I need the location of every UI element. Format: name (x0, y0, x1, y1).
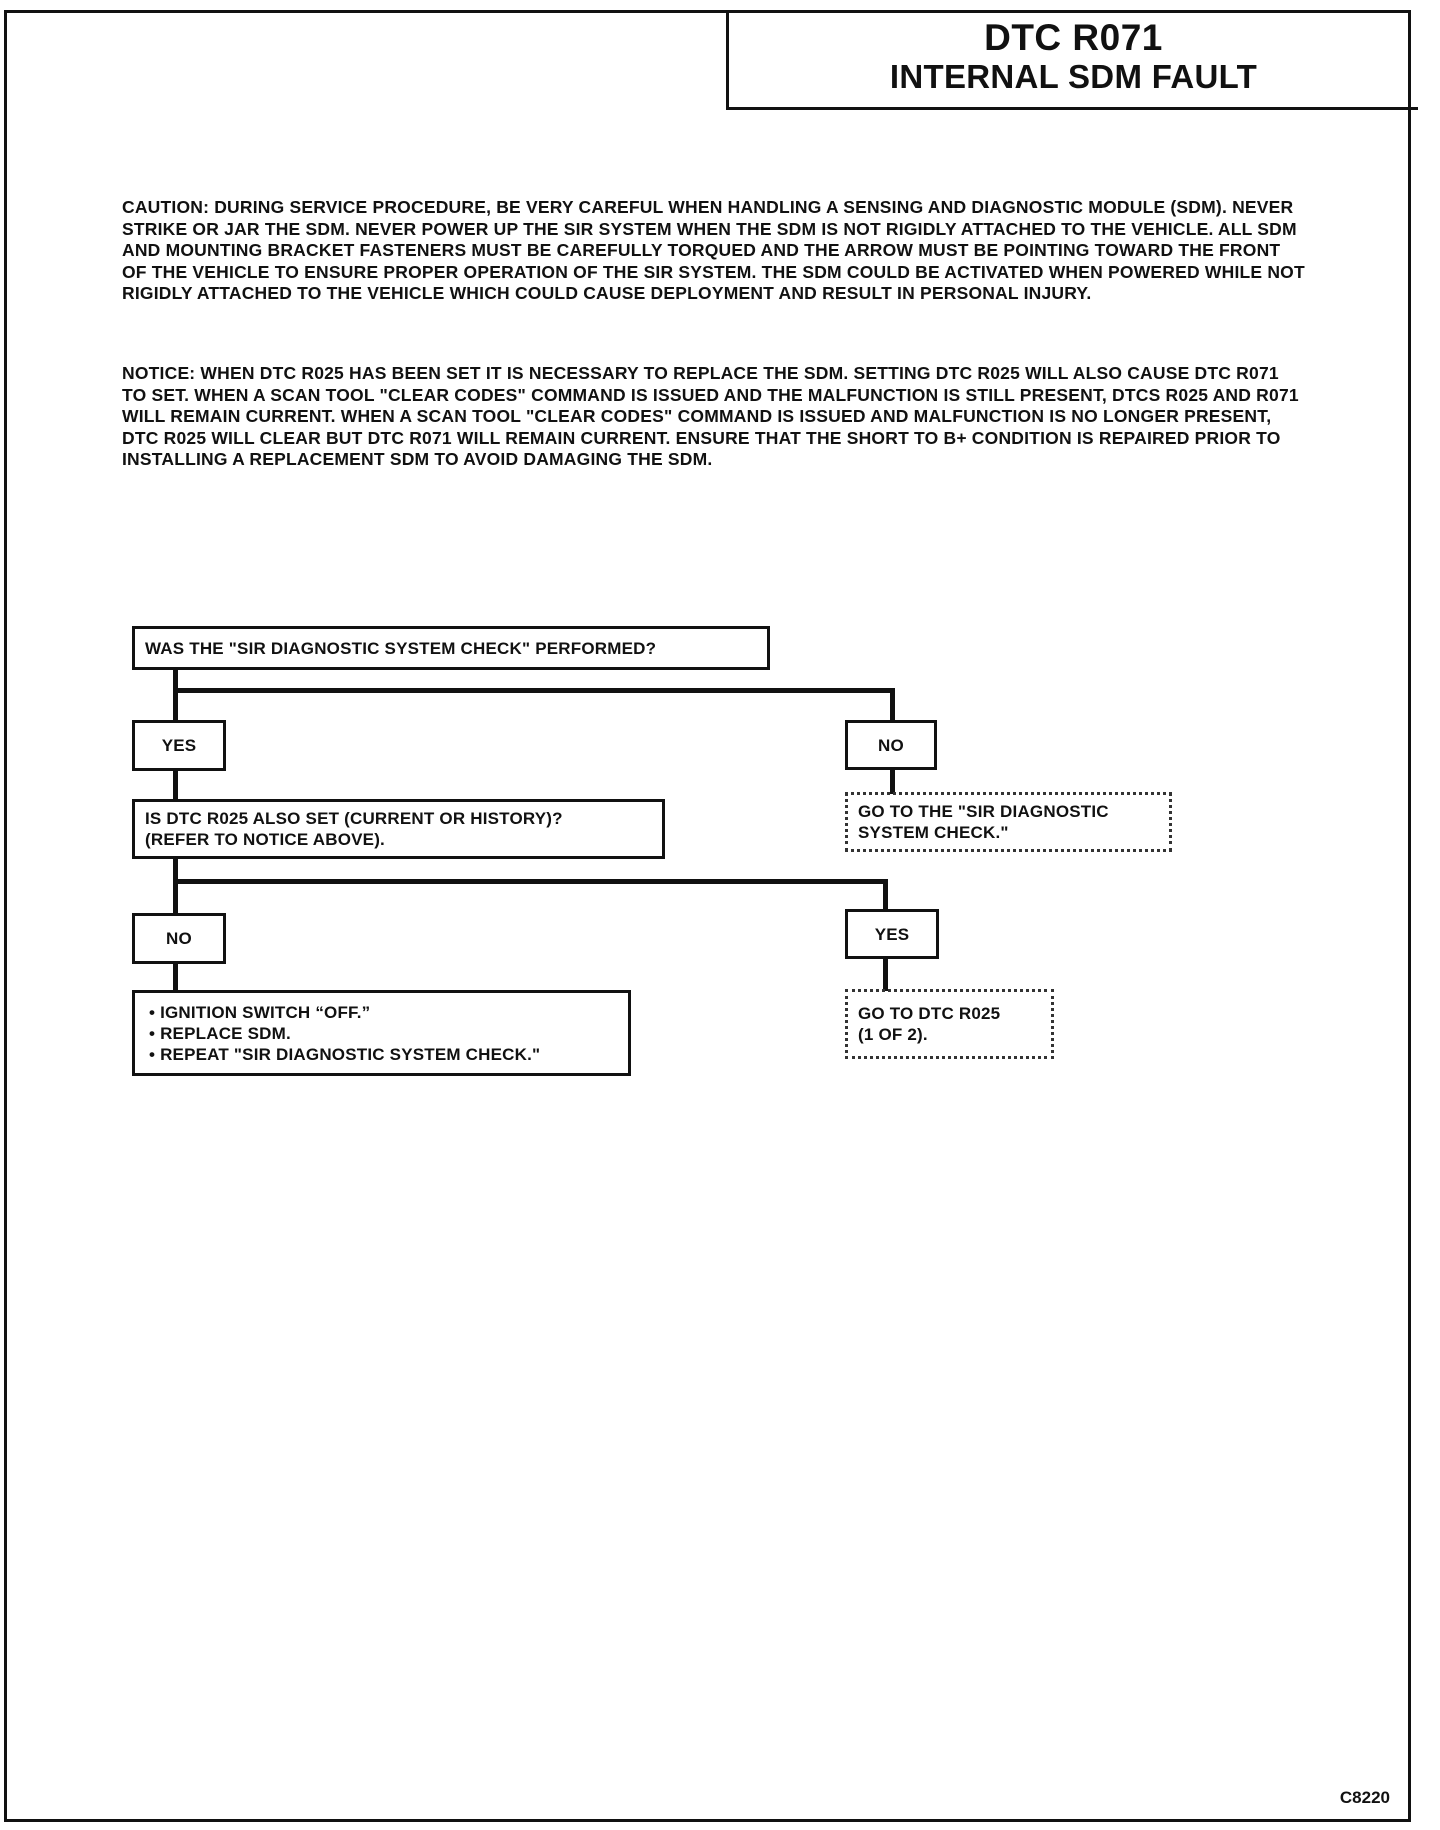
action-text: GO TO DTC R025 (858, 1004, 1001, 1023)
connector-line (173, 688, 895, 693)
action-list (149, 1002, 618, 1065)
action-text: SYSTEM CHECK." (858, 823, 1009, 842)
page-title: DTC R071 (984, 17, 1163, 58)
connector-line (173, 771, 178, 801)
caution-text: CAUTION: DURING SERVICE PROCEDURE, BE VERY CAREFUL WHEN HANDLING A SENSING AND DIAGNOSTIC MODULE (SDM). NEVER STRIKE OR JAR THE SDM. NEVER POWER UP THE SIR SYSTEM WHEN THE SDM IS NOT RIGIDLY ATTACHED TO THE VEHICLE. ALL SDM AND MOUNTING BRACKET FASTENERS MUST BE CAREFULLY TORQUED AND THE ARROW MUST BE POINTING TOWARD THE FRONT OF THE VEHICLE TO ENSURE PROPER OPERATION OF THE SIR SYSTEM. THE SDM COULD BE ACTIVATED WHEN POWERED WHILE NOT RIGIDLY ATTACHED TO THE VEHICLE WHICH COULD CAUSE DEPLOYMENT AND RESULT IN PERSONAL INJURY. (122, 197, 1305, 303)
connector-line (883, 879, 888, 911)
connector-line (890, 770, 895, 794)
action-go-to-r025 (845, 989, 1054, 1059)
connector-line (883, 959, 888, 991)
answer-no-box (845, 720, 937, 770)
notice-text: NOTICE: WHEN DTC R025 HAS BEEN SET IT IS NECESSARY TO REPLACE THE SDM. SETTING DTC R025 WILL ALSO CAUSE DTC R071 TO SET. WHEN A SCAN TOOL "CLEAR CODES" COMMAND IS ISSUED AND THE MALFUNCTION IS STILL PRESENT, DTCS R025 AND R071 WILL REMAIN CURRENT. WHEN A SCAN TOOL "CLEAR CODES" COMMAND IS ISSUED AND MALFUNCTION IS NO LONGER PRESENT, DTC R025 WILL CLEAR BUT DTC R071 WILL REMAIN CURRENT. ENSURE THAT THE SHORT TO B+ CONDITION IS REPAIRED PRIOR TO INSTALLING A REPLACEMENT SDM TO AVOID DAMAGING THE SDM. (122, 363, 1299, 469)
action-item: • REPLACE SDM. (149, 1023, 618, 1044)
action-go-to-sir-check (845, 792, 1172, 852)
connector-line (890, 688, 895, 722)
answer-label: NO (878, 735, 904, 755)
question-text: IS DTC R025 ALSO SET (CURRENT OR HISTORY)? (145, 809, 563, 828)
title-box (726, 10, 1418, 110)
question-text: (REFER TO NOTICE ABOVE). (145, 830, 385, 849)
question-text: WAS THE "SIR DIAGNOSTIC SYSTEM CHECK" PERFORMED? (145, 638, 657, 658)
answer-label: NO (166, 929, 192, 948)
connector-line (173, 670, 178, 722)
question-sir-check-performed (132, 626, 770, 670)
action-item: • REPEAT "SIR DIAGNOSTIC SYSTEM CHECK." (149, 1044, 618, 1065)
answer-label: YES (161, 736, 197, 755)
answer-yes-box (845, 909, 939, 959)
connector-line (173, 879, 888, 884)
connector-line (173, 859, 178, 915)
figure-code: C8220 (1339, 1788, 1390, 1807)
answer-yes-box (132, 720, 226, 771)
question-r025-set (132, 799, 665, 859)
action-item: • IGNITION SWITCH “OFF.” (149, 1002, 618, 1023)
answer-label: YES (874, 924, 910, 944)
action-text: GO TO THE "SIR DIAGNOSTIC (858, 802, 1109, 821)
answer-no-box (132, 913, 226, 964)
page-subtitle: INTERNAL SDM FAULT (889, 58, 1258, 95)
action-replace-sdm (132, 990, 631, 1076)
connector-line (173, 964, 178, 992)
action-text: (1 OF 2). (858, 1025, 928, 1044)
